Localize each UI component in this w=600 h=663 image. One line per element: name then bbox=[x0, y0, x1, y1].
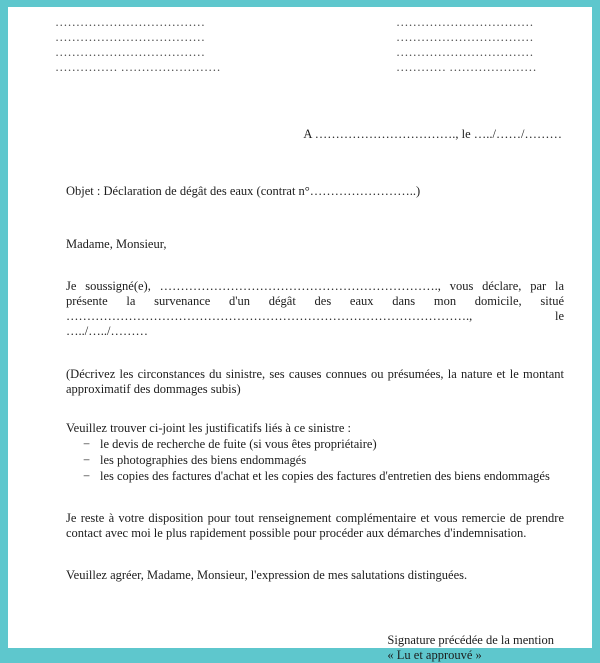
sender-address-line: ……………………………… bbox=[55, 15, 205, 29]
recipient-address-line: ………… ………………… bbox=[396, 60, 537, 74]
dash-bullet-icon: − bbox=[83, 437, 91, 451]
sender-address-line: ……………………………… bbox=[55, 45, 205, 59]
attachment-item bbox=[83, 436, 564, 452]
letter-document bbox=[8, 7, 592, 662]
attachment-item-label: le devis de recherche de fuite (si vous êtes propriétaire) bbox=[100, 437, 377, 451]
salutation: Madame, Monsieur, bbox=[66, 237, 167, 251]
availability-paragraph: Je reste à votre disposition pour tout renseignement complémentaire et vous remercie de prendre contact avec moi le plus rapidement possible pour procéder aux démarches d'indemnisation. bbox=[66, 511, 564, 540]
signature-note-line: « Lu et approuvé » bbox=[387, 648, 482, 662]
sender-address-block bbox=[55, 15, 227, 75]
recipient-address-line: …………………………… bbox=[396, 30, 534, 44]
sender-address-line: ……………………………… bbox=[55, 30, 205, 44]
letterhead bbox=[55, 15, 564, 75]
subject-line: Objet : Déclaration de dégât des eaux (contrat n°……………………..) bbox=[66, 184, 421, 198]
attachment-list bbox=[66, 436, 564, 484]
recipient-address-line: …………………………… bbox=[396, 45, 534, 59]
dash-bullet-icon: − bbox=[83, 453, 91, 467]
signature-note-line: Signature précédée de la mention bbox=[387, 633, 554, 647]
place-date-line: A ……………………………., le …../……/……… bbox=[303, 127, 562, 141]
dash-bullet-icon: − bbox=[83, 469, 91, 483]
attachment-item-label: les photographies des biens endommagés bbox=[100, 453, 307, 467]
letter-body bbox=[66, 184, 564, 663]
declaration-paragraph: Je soussigné(e), …………………………………………………………., vous déclare, par la présente la survenance d'un dégât des eaux dans mon domicile, situé ……………………………………………………………………………………., le …../…../……… bbox=[66, 279, 564, 338]
attachments-section bbox=[66, 421, 564, 484]
attachment-item bbox=[83, 452, 564, 468]
recipient-address-block bbox=[396, 15, 548, 75]
attachment-item bbox=[83, 468, 564, 484]
recipient-address-line: …………………………… bbox=[396, 15, 534, 29]
instruction-paragraph: (Décrivez les circonstances du sinistre, ses causes connues ou présumées, la nature et le montant approximatif des dommages subis) bbox=[66, 367, 564, 396]
sender-address-line: …………… …………………… bbox=[55, 60, 221, 74]
signature-note bbox=[387, 633, 554, 663]
attachment-item-label: les copies des factures d'achat et les copies des factures d'entretien des biens endommagés bbox=[100, 469, 550, 483]
closing-paragraph: Veuillez agréer, Madame, Monsieur, l'expression de mes salutations distinguées. bbox=[66, 568, 468, 582]
attachments-intro: Veuillez trouver ci-joint les justificatifs liés à ce sinistre : bbox=[66, 421, 351, 435]
